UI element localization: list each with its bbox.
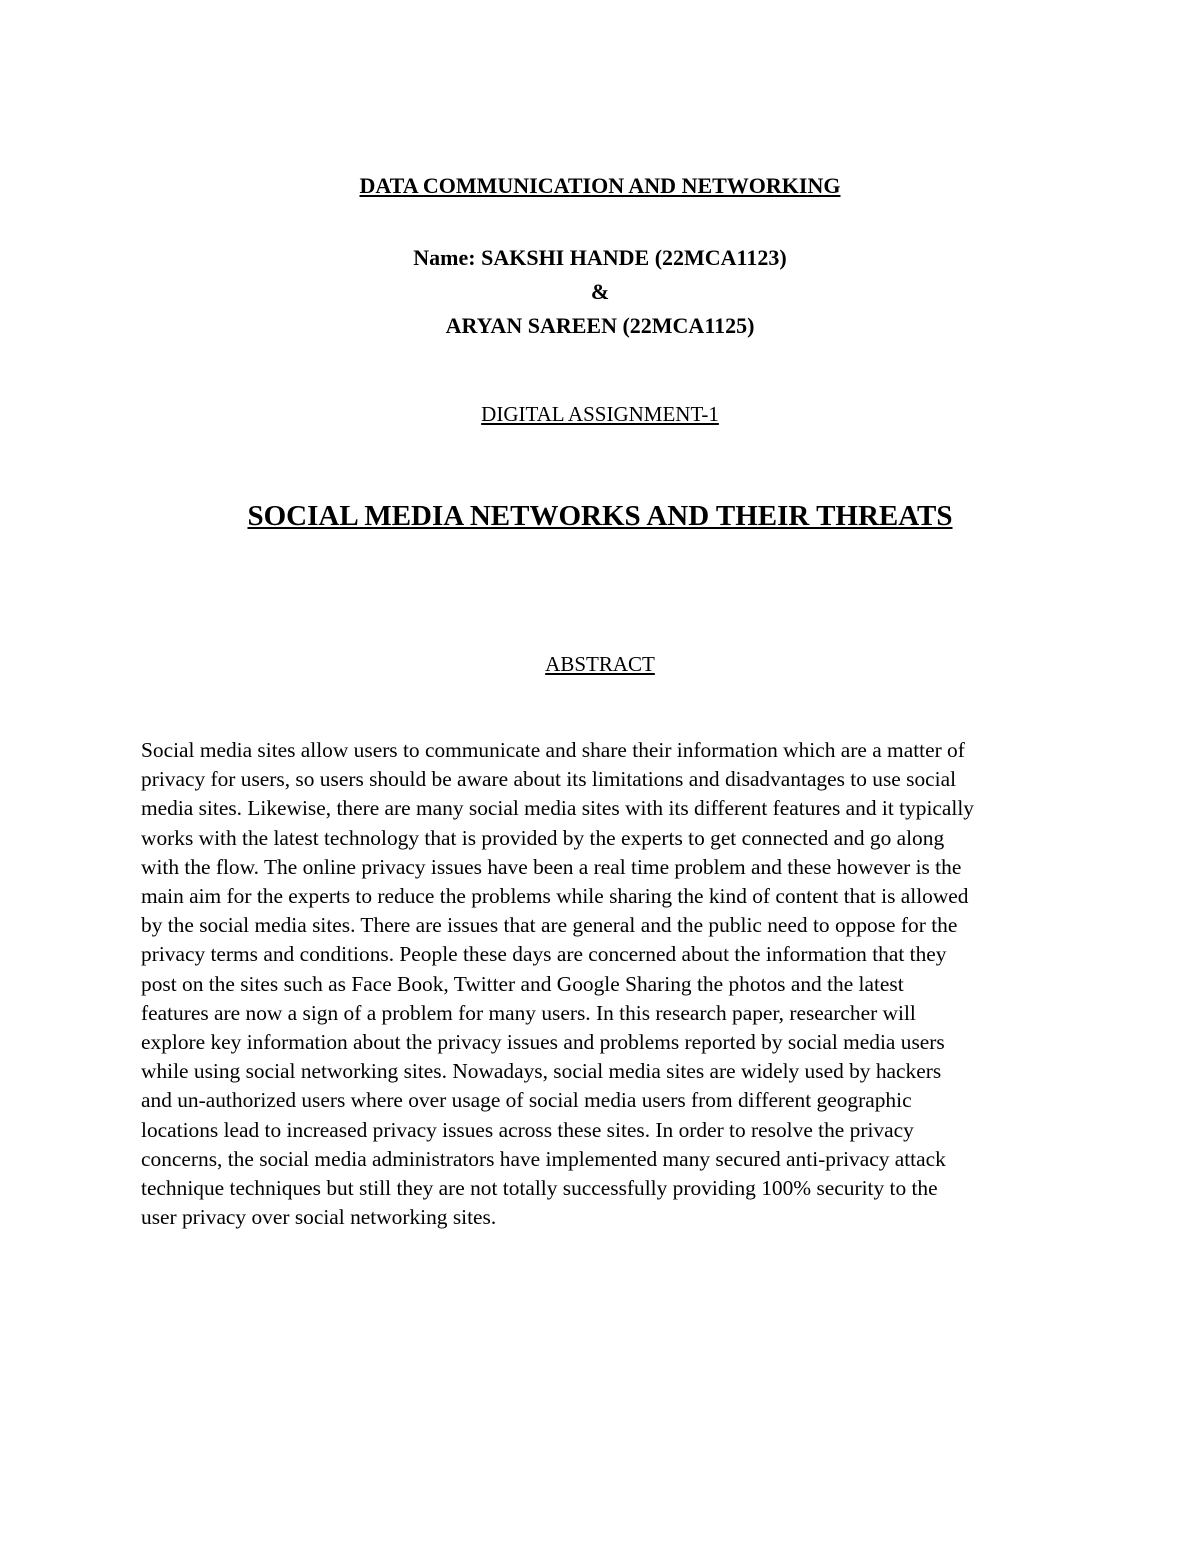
abstract-line: locations lead to increased privacy issues across these sites. In order to resolve the privacy xyxy=(141,1117,914,1142)
abstract-line: media sites. Likewise, there are many social media sites with its different features and it typically xyxy=(141,796,974,821)
assignment-label: DIGITAL ASSIGNMENT-1 xyxy=(481,402,719,426)
abstract-line: while using social networking sites. Nowadays, social media sites are widely used by hackers xyxy=(141,1059,942,1084)
abstract-line: post on the sites such as Face Book, Twitter and Google Sharing the photos and the latest xyxy=(141,971,904,996)
abstract-line: explore key information about the privacy issues and problems reported by social media users xyxy=(141,1030,945,1055)
abstract-heading: ABSTRACT xyxy=(545,652,655,676)
abstract-line: technique techniques but still they are not totally successfully providing 100% security to the xyxy=(141,1176,938,1201)
course-title: DATA COMMUNICATION AND NETWORKING xyxy=(359,173,841,198)
abstract-line: features are now a sign of a problem for many users. In this research paper, researcher will xyxy=(141,1000,916,1025)
abstract-line: concerns, the social media administrators have implemented many secured anti-privacy attack xyxy=(141,1146,946,1171)
abstract-line: main aim for the experts to reduce the problems while sharing the kind of content that is allowed xyxy=(141,884,969,909)
author-separator: & xyxy=(590,279,610,304)
abstract-line: by the social media sites. There are issues that are general and the public need to oppose for the xyxy=(141,913,958,938)
second-author-line: ARYAN SAREEN (22MCA1125) xyxy=(445,313,755,338)
abstract-line: and un-authorized users where over usage of social media users from different geographic xyxy=(141,1088,912,1113)
author-name-line: Name: SAKSHI HANDE (22MCA1123) xyxy=(413,245,787,270)
abstract-line: privacy for users, so users should be aware about its limitations and disadvantages to use social xyxy=(141,767,957,792)
abstract-line: user privacy over social networking sites. xyxy=(141,1205,497,1230)
abstract-line: works with the latest technology that is provided by the experts to get connected and go along xyxy=(141,825,945,850)
paper-title: SOCIAL MEDIA NETWORKS AND THEIR THREATS xyxy=(247,500,953,532)
abstract-line: Social media sites allow users to communicate and share their information which are a matter of xyxy=(141,738,965,762)
abstract-line: with the flow. The online privacy issues have been a real time problem and these however is the xyxy=(141,854,962,879)
abstract-line: privacy terms and conditions. People these days are concerned about the information that they xyxy=(141,942,947,967)
abstract-body xyxy=(141,736,1081,1232)
